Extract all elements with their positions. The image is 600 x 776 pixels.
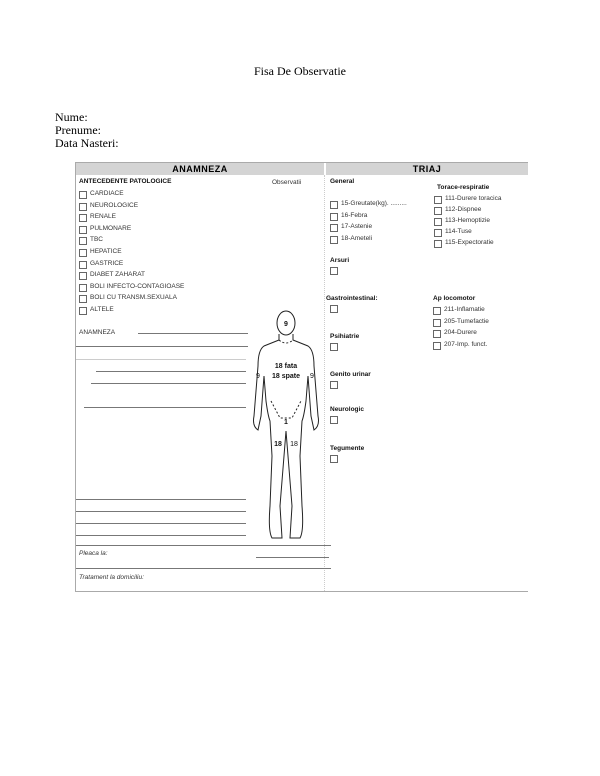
general-checkbox[interactable] bbox=[330, 201, 338, 209]
label-leg-right: 18 bbox=[290, 441, 298, 448]
torace-checkbox[interactable] bbox=[434, 229, 442, 237]
antecedente-checkbox[interactable] bbox=[79, 203, 87, 211]
torace-checkbox[interactable] bbox=[434, 207, 442, 215]
antecedente-checkbox[interactable] bbox=[79, 191, 87, 199]
antecedente-checkbox[interactable] bbox=[79, 249, 87, 257]
antecedente-label: BOLI INFECTO-CONTAGIOASE bbox=[90, 282, 185, 290]
gastro-checkbox[interactable] bbox=[330, 305, 338, 313]
antecedente-checkbox[interactable] bbox=[79, 272, 87, 280]
label-torso-back: 18 spate bbox=[271, 373, 301, 380]
aparat-checkbox[interactable] bbox=[433, 330, 441, 338]
anamneza-label: ANAMNEZA bbox=[79, 329, 116, 336]
prenume-label: Prenume: bbox=[55, 123, 101, 137]
antecedente-label: ALTELE bbox=[90, 306, 114, 313]
torace-checkbox[interactable] bbox=[434, 196, 442, 204]
antecedente-checkbox[interactable] bbox=[79, 284, 87, 292]
text-line bbox=[76, 523, 246, 524]
antecedente-label: CARDIACE bbox=[90, 190, 124, 197]
anamneza-header: ANAMNEZA bbox=[76, 163, 324, 175]
general-checkbox[interactable] bbox=[330, 224, 338, 232]
antecedente-label: TBC bbox=[90, 236, 103, 244]
label-arm-left: 9 bbox=[256, 373, 260, 380]
label-groin: 1 bbox=[284, 419, 288, 426]
general-checkbox[interactable] bbox=[330, 236, 338, 244]
torace-title: Torace-respiratie bbox=[437, 184, 490, 191]
torace-label: 112-Dispnee bbox=[445, 206, 482, 213]
antecedente-label: RENALE bbox=[90, 213, 117, 221]
text-line bbox=[76, 568, 331, 569]
psihiatrie-title: Psihiatrie bbox=[330, 333, 360, 340]
torace-label: 115-Expectoratie bbox=[445, 239, 494, 246]
antecedente-checkbox[interactable] bbox=[79, 295, 87, 303]
text-line bbox=[76, 535, 246, 536]
nume-label: Nume: bbox=[55, 110, 88, 124]
text-line bbox=[76, 511, 246, 512]
aparat-label: 204-Durere bbox=[444, 329, 477, 336]
text-line bbox=[76, 346, 248, 347]
arsuri-title: Arsuri bbox=[330, 257, 350, 264]
arsuri-checkbox[interactable] bbox=[330, 267, 338, 275]
psihiatrie-checkbox[interactable] bbox=[330, 343, 338, 351]
body-diagram bbox=[246, 306, 326, 546]
aparat-checkbox[interactable] bbox=[433, 307, 441, 315]
tegumente-title: Tegumente bbox=[330, 445, 365, 452]
text-line bbox=[76, 499, 246, 500]
antecedente-label: DIABET ZAHARAT bbox=[90, 271, 146, 279]
label-head: 9 bbox=[284, 321, 288, 328]
torace-label: 113-Hemoptizie bbox=[445, 217, 491, 224]
general-checkbox[interactable] bbox=[330, 213, 338, 221]
tratament-label: Tratament la domiciliu: bbox=[79, 574, 144, 581]
antecedente-label: HEPATICE bbox=[90, 248, 122, 255]
antecedente-checkbox[interactable] bbox=[79, 307, 87, 315]
aparat-label: 205-Tumefactie bbox=[444, 317, 489, 325]
text-line bbox=[76, 359, 246, 360]
general-label: 17-Astenie bbox=[341, 223, 373, 230]
general-label: 15-Greutate(kg). ......... bbox=[341, 200, 407, 207]
observation-form bbox=[75, 162, 528, 592]
antecedente-label: PULMONARE bbox=[90, 224, 132, 232]
antecedente-checkbox[interactable] bbox=[79, 226, 87, 234]
genito-checkbox[interactable] bbox=[330, 381, 338, 389]
page-title: Fisa De Observatie bbox=[254, 64, 346, 78]
label-leg-left: 18 bbox=[274, 441, 282, 448]
aparat-title: Ap locomotor bbox=[433, 295, 476, 302]
antecedente-checkbox[interactable] bbox=[79, 237, 87, 245]
general-label: 16-Febra bbox=[341, 211, 368, 219]
text-line bbox=[138, 333, 248, 334]
general-label: 18-Ameteli bbox=[341, 234, 373, 242]
antecedente-title: ANTECEDENTE PATOLOGICE bbox=[79, 178, 172, 185]
text-line bbox=[96, 371, 246, 372]
genito-title: Genito urinar bbox=[330, 371, 371, 378]
torace-label: 111-Durere toracica bbox=[445, 195, 502, 202]
general-title: General bbox=[330, 178, 355, 185]
aparat-checkbox[interactable] bbox=[433, 342, 441, 350]
aparat-checkbox[interactable] bbox=[433, 319, 441, 327]
torace-checkbox[interactable] bbox=[434, 240, 442, 248]
torace-checkbox[interactable] bbox=[434, 218, 442, 226]
antecedente-label: GASTRICE bbox=[90, 259, 124, 267]
pleaca-la-label: Pleaca la: bbox=[79, 550, 108, 557]
neurologic-checkbox[interactable] bbox=[330, 416, 338, 424]
gastro-title: Gastrointestinal: bbox=[326, 295, 378, 302]
label-arm-right: 9 bbox=[310, 373, 314, 380]
antecedente-label: BOLI CU TRANSM.SEXUALA bbox=[90, 294, 177, 302]
torace-label: 114-Tuse bbox=[445, 228, 472, 235]
aparat-label: 207-Imp. funct. bbox=[444, 340, 488, 348]
observatii-label: Observatii bbox=[272, 179, 302, 186]
text-line bbox=[84, 407, 246, 408]
neurologic-title: Neurologic bbox=[330, 406, 364, 413]
antecedente-checkbox[interactable] bbox=[79, 261, 87, 269]
text-line bbox=[91, 383, 246, 384]
aparat-label: 211-Inflamatie bbox=[444, 306, 485, 313]
antecedente-label: NEUROLOGICE bbox=[90, 201, 139, 209]
tegumente-checkbox[interactable] bbox=[330, 455, 338, 463]
label-torso-front: 18 fata bbox=[274, 363, 298, 370]
text-line bbox=[256, 557, 329, 558]
triaj-header: TRIAJ bbox=[326, 163, 528, 175]
antecedente-checkbox[interactable] bbox=[79, 214, 87, 222]
data-nasterii-label: Data Nasteri: bbox=[55, 136, 119, 150]
